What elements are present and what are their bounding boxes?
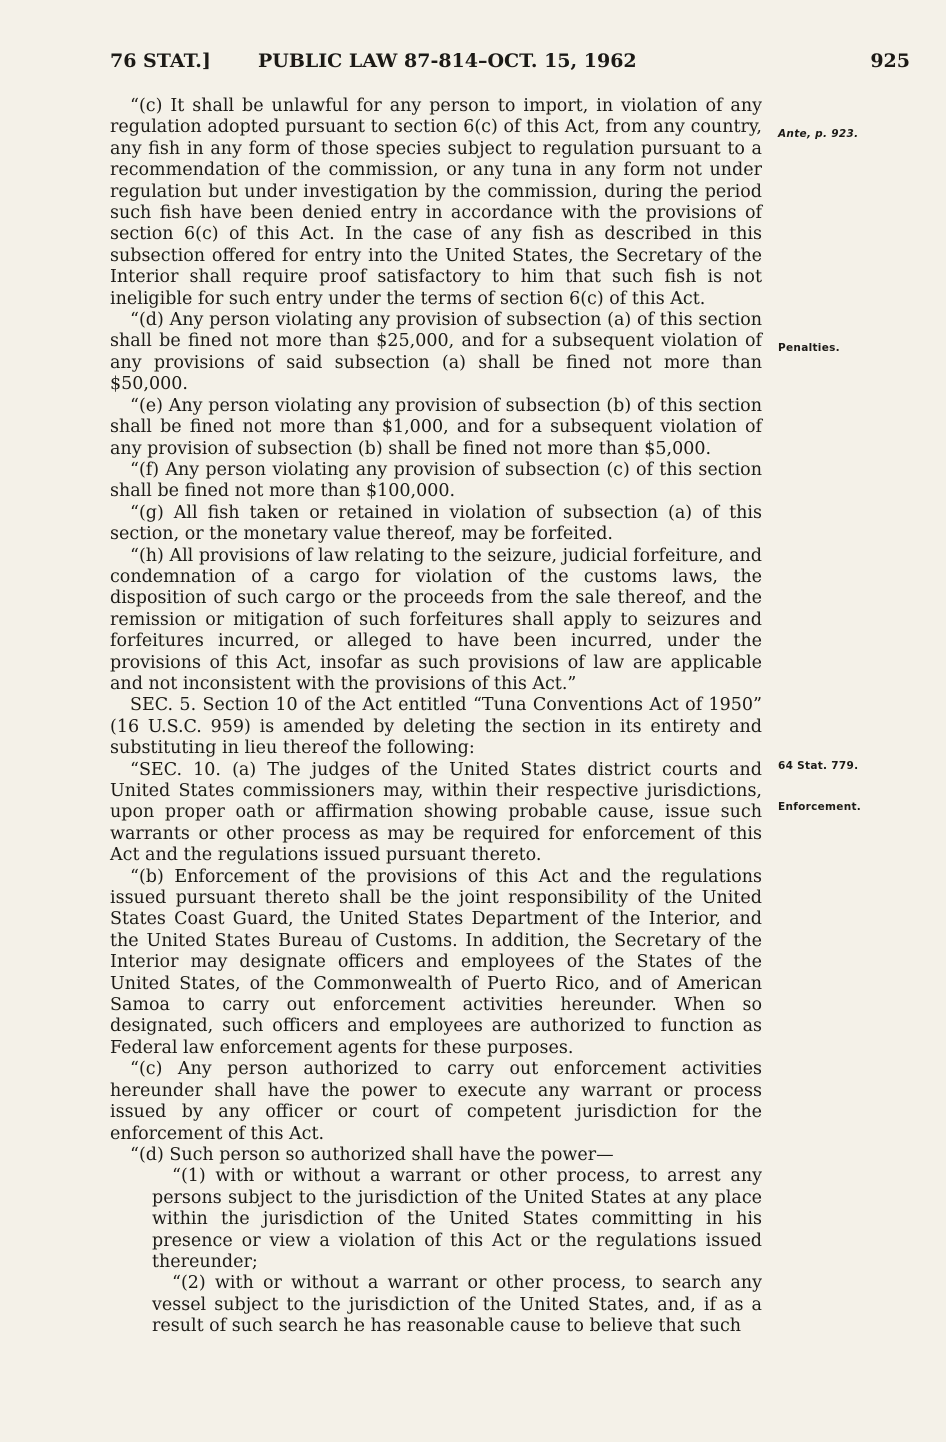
paragraph-4c: “(c) It shall be unlawful for any person to import, in violation of any regulation adopted pursuant to section 6(c) of this Act, from any country, any fish in any form of those species subject to regulation pursuant to a recommendation of the commission, or any tuna in any form not under regulation but under investigation by the commission, during the period such fish have been denied entry in accordance with the provisions of section 6(c) of this Act. In the case of any fish as described in this subsection offered for entry into the United States, the Secretary of the Interior shall require proof satisfactory to him that such fish is not ineligible for such entry under the terms of section 6(c) of this Act. <box>110 96 762 309</box>
paragraph-sec10d-1: “(1) with or without a warrant or other process, to arrest any persons subject to the jurisdiction of the United States at any place within the jurisdiction of the United States committing in his presence or view a violation of this Act or the regulations issued thereunder; <box>152 1166 762 1272</box>
header-volume: 76 STAT.] <box>110 50 211 72</box>
paragraph-sec5: SEC. 5. Section 10 of the Act entitled “Tuna Conventions Act of 1950” (16 U.S.C. 959) is amended by deleting the section in its entirety and substituting in lieu thereof the following: <box>110 695 762 759</box>
paragraph-4d: “(d) Any person violating any provision of subsection (a) of this section shall be fined not more than $25,000, and for a subsequent violation of any provisions of said subsection (a) shall be fined not more than $50,000. <box>110 310 762 395</box>
body-text <box>110 96 762 1338</box>
paragraph-4f: “(f) Any person violating any provision of subsection (c) of this section shall be fined not more than $100,000. <box>110 459 762 502</box>
paragraph-sec10d-2: “(2) with or without a warrant or other process, to search any vessel subject to the jurisdiction of the United States, and, if as a result of such search he has reasonable cause to believe that such <box>152 1273 762 1337</box>
margin-note-penalties: Penalties. <box>778 342 840 354</box>
paragraph-4e: “(e) Any person violating any provision of subsection (b) of this section shall be fined not more than $1,000, and for a subsequent violation of any provision of subsection (b) shall be fined not more than $5,000. <box>110 395 762 459</box>
margin-note-enforcement: Enforcement. <box>778 801 862 813</box>
header-title: PUBLIC LAW 87-814–OCT. 15, 1962 <box>258 50 637 72</box>
paragraph-sec10a: “SEC. 10. (a) The judges of the United States district courts and United States commissioners may, within their respective jurisdictions, upon proper oath or affirmation showing probable cause, issue such warrants or other process as may be required for enforcement of this Act and the regulations issued pursuant thereto. <box>110 759 762 866</box>
margin-note-ante: Ante, p. 923. <box>778 128 859 140</box>
paragraph-4g: “(g) All fish taken or retained in violation of subsection (a) of this section, or the monetary value thereof, may be forfeited. <box>110 502 762 545</box>
page-number: 925 <box>870 50 910 72</box>
paragraph-4h: “(h) All provisions of law relating to the seizure, judicial forfeiture, and condemnation of a cargo for violation of the customs laws, the disposition of such cargo or the proceeds from the sale thereof, and the remission or mitigation of such forfeitures shall apply to seizures and forfeitures incurred, or alleged to have been incurred, under the provisions of this Act, insofar as such provisions of law are applicable and not inconsistent with the provisions of this Act.” <box>110 545 762 694</box>
margin-note-stat: 64 Stat. 779. <box>778 760 859 772</box>
page-header <box>110 50 910 80</box>
paragraph-sec10b: “(b) Enforcement of the provisions of this Act and the regulations issued pursuant thereto shall be the joint responsibility of the United States Coast Guard, the United States Department of the Interior, and the United States Bureau of Customs. In addition, the Secretary of the Interior may designate officers and employees of the States of the United States, of the Commonwealth of Puerto Rico, and of American Samoa to carry out enforcement activities hereunder. When so designated, such officers and employees are authorized to function as Federal law enforcement agents for these purposes. <box>110 866 762 1058</box>
paragraph-sec10c: “(c) Any person authorized to carry out enforcement activities hereunder shall have the power to execute any warrant or process issued by any officer or court of competent jurisdiction for the enforcement of this Act. <box>110 1059 762 1144</box>
paragraph-sec10d: “(d) Such person so authorized shall have the power— <box>130 1144 614 1165</box>
